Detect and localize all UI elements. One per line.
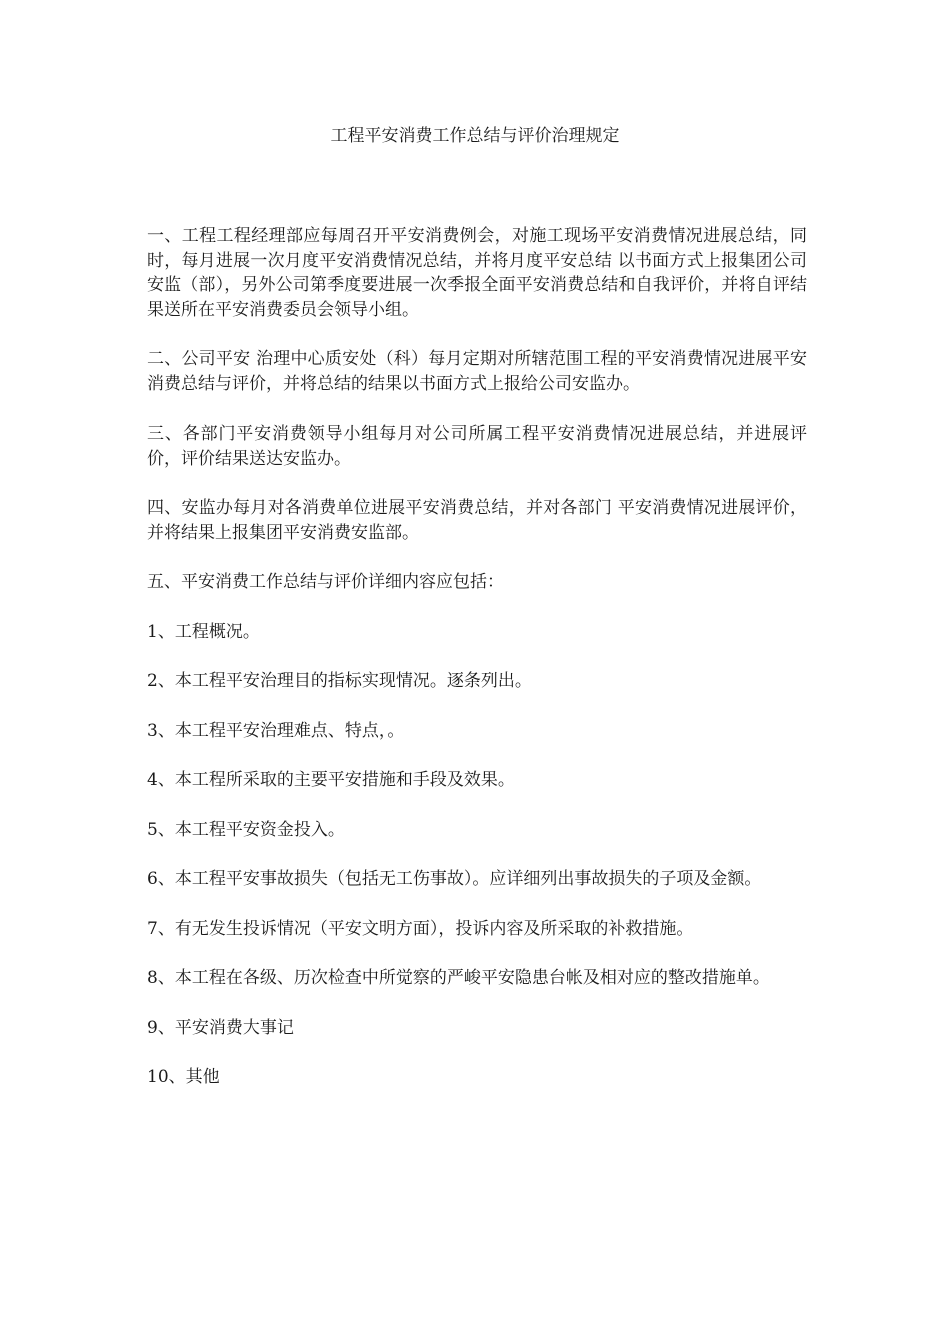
- list-item-7: 7、有无发生投诉情况（平安文明方面），投诉内容及所采取的补救措施。: [147, 918, 694, 939]
- list-item-8: 8、本工程在各级、历次检查中所觉察的严峻平安隐患台帐及相对应的整改措施单。: [147, 968, 770, 988]
- section-paragraph-3: 三、各部门平安消费领导小组每月对公司所属工程平安消费情况进展总结，并进展评价，评价结果送达安监办。: [147, 424, 807, 469]
- list-item-1: 1、工程概况。: [147, 621, 260, 642]
- section-paragraph-2: 二、公司平安 治理中心质安处（科）每月定期对所辖范围工程的平安消费情况进展平安消费总结与评价，并将总结的结果以书面方式上报给公司安监办。: [147, 349, 807, 394]
- list-item-5: 5、本工程平安资金投入。: [147, 819, 345, 840]
- section-paragraph-1: 一、工程工程经理部应每周召开平安消费例会，对施工现场平安消费情况进展总结，同时，每月进展一次月度平安消费情况总结，并将月度平安总结 以书面方式上报集团公司安监（部），另外公司第季度要进展一次季报全面平安消费总结和自我评价，并将自评结果送所在平安消费委员会领导小组。: [147, 226, 807, 320]
- list-item-4: 4、本工程所采取的主要平安措施和手段及效果。: [147, 770, 515, 790]
- document-title: 工程平安消费工作总结与评价治理规定: [330, 126, 620, 146]
- list-item-9: 9、平安消费大事记: [147, 1017, 294, 1038]
- document-body: [147, 224, 807, 1090]
- list-item-3: 3、本工程平安治理难点、特点，。: [147, 720, 405, 741]
- section-paragraph-5: 五、平安消费工作总结与评价详细内容应包括：: [147, 572, 504, 592]
- list-item-2: 2、本工程平安治理目的指标实现情况。逐条列出。: [147, 671, 532, 691]
- list-item-6: 6、本工程平安事故损失（包括无工伤事故）。应详细列出事故损失的子项及金额。: [147, 869, 762, 889]
- list-item-10: 10、其他: [147, 1067, 220, 1087]
- section-paragraph-4: 四、安监办每月对各消费单位进展平安消费总结，并对各部门 平安消费情况进展评价，并将结果上报集团平安消费安监部。: [147, 498, 807, 543]
